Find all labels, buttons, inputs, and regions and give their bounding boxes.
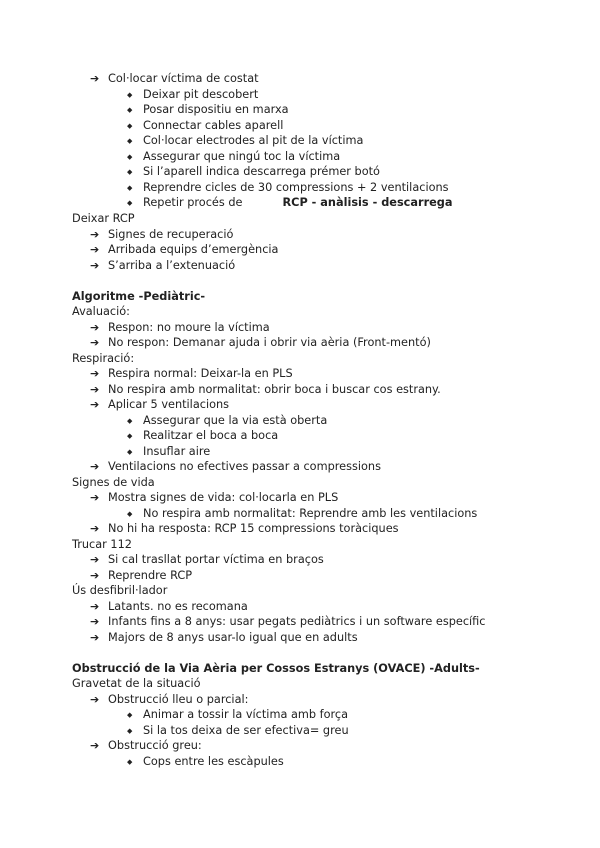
section-heading: Gravetat de la situació [72, 677, 201, 690]
list-item: ◆ Posar dispositiu en marxa [127, 103, 289, 116]
list-item: ➔ Majors de 8 anys usar-lo igual que en adults [90, 631, 358, 644]
list-item: ➔ Mostra signes de vida: col·locarla en PLS [90, 491, 339, 504]
arrow-bullet-icon: ➔ [90, 615, 100, 628]
arrow-bullet-icon: ➔ [90, 460, 100, 473]
section-heading: Avaluació: [72, 305, 130, 318]
list-item: ➔ Col·locar víctima de costat [90, 72, 259, 85]
arrow-bullet-icon: ➔ [90, 259, 100, 272]
diamond-bullet-icon: ◆ [127, 417, 133, 425]
list-item: ◆ Si l’aparell indica descarrega prémer botó [127, 165, 380, 178]
diamond-bullet-icon: ◆ [127, 432, 133, 440]
list-item: ➔ Ventilacions no efectives passar a compressions [90, 460, 381, 473]
diamond-bullet-icon: ◆ [127, 122, 133, 130]
list-item: ➔ Signes de recuperació [90, 228, 234, 241]
arrow-bullet-icon: ➔ [90, 600, 100, 613]
list-item: ◆ Assegurar que ningú toc la víctima [127, 150, 341, 163]
diamond-bullet-icon: ◆ [127, 199, 133, 207]
section-heading: Deixar RCP [72, 212, 135, 225]
list-item: ◆ Connectar cables aparell [127, 119, 284, 132]
list-item: ➔ No respira amb normalitat: obrir boca i buscar cos estrany. [90, 383, 441, 396]
section-title: Algoritme -Pediàtric- [72, 290, 206, 303]
list-item: ◆ Repetir procés de RCP - anàlisis - descarrega [127, 196, 453, 209]
list-item: ◆ Insuflar aire [127, 445, 211, 458]
list-item: ◆ Reprendre cicles de 30 compressions + 2 ventilacions [127, 181, 449, 194]
arrow-bullet-icon: ➔ [90, 569, 100, 582]
list-item: ◆ Realitzar el boca a boca [127, 429, 279, 442]
arrow-bullet-icon: ➔ [90, 739, 100, 752]
section-heading: Signes de vida [72, 476, 155, 489]
section-heading: Ús desfibril·lador [72, 584, 168, 597]
list-item: ➔ Obstrucció lleu o parcial: [90, 693, 249, 706]
arrow-bullet-icon: ➔ [90, 383, 100, 396]
arrow-bullet-icon: ➔ [90, 72, 100, 85]
list-item: ➔ Respon: no moure la víctima [90, 321, 270, 334]
diamond-bullet-icon: ◆ [127, 727, 133, 735]
diamond-bullet-icon: ◆ [127, 137, 133, 145]
diamond-bullet-icon: ◆ [127, 91, 133, 99]
list-item: ➔ Si cal trasllat portar víctima en braços [90, 553, 324, 566]
diamond-bullet-icon: ◆ [127, 448, 133, 456]
diamond-bullet-icon: ◆ [127, 168, 133, 176]
list-item: ◆ Animar a tossir la víctima amb força [127, 708, 349, 721]
arrow-bullet-icon: ➔ [90, 522, 100, 535]
arrow-bullet-icon: ➔ [90, 693, 100, 706]
diamond-bullet-icon: ◆ [127, 153, 133, 161]
list-item: ◆ Deixar pit descobert [127, 88, 259, 101]
arrow-bullet-icon: ➔ [90, 243, 100, 256]
section-heading: Trucar 112 [72, 538, 132, 551]
diamond-bullet-icon: ◆ [127, 711, 133, 719]
diamond-bullet-icon: ◆ [127, 184, 133, 192]
arrow-bullet-icon: ➔ [90, 398, 100, 411]
section-title: Obstrucció de la Via Aèria per Cossos Estranys (OVACE) -Adults- [72, 662, 480, 675]
list-item: ➔ Respira normal: Deixar-la en PLS [90, 367, 293, 380]
list-item: ◆ Cops entre les escàpules [127, 755, 284, 768]
list-item: ➔ No respon: Demanar ajuda i obrir via aèria (Front-mentó) [90, 336, 431, 349]
arrow-bullet-icon: ➔ [90, 228, 100, 241]
list-item: ◆ Col·locar electrodes al pit de la víctima [127, 134, 364, 147]
diamond-bullet-icon: ◆ [127, 510, 133, 518]
list-item: ➔ Arribada equips d’emergència [90, 243, 279, 256]
diamond-bullet-icon: ◆ [127, 758, 133, 766]
arrow-bullet-icon: ➔ [90, 491, 100, 504]
arrow-bullet-icon: ➔ [90, 631, 100, 644]
list-item: ➔ Reprendre RCP [90, 569, 193, 582]
arrow-bullet-icon: ➔ [90, 367, 100, 380]
list-item: ◆ No respira amb normalitat: Reprendre amb les ventilacions [127, 507, 478, 520]
arrow-bullet-icon: ➔ [90, 321, 100, 334]
list-item: ➔ Latants. no es recomana [90, 600, 248, 613]
diamond-bullet-icon: ◆ [127, 106, 133, 114]
arrow-bullet-icon: ➔ [90, 553, 100, 566]
list-item: ◆ Assegurar que la via està oberta [127, 414, 328, 427]
list-item: ➔ Aplicar 5 ventilacions [90, 398, 230, 411]
section-heading: Respiració: [72, 352, 135, 365]
list-item: ➔ Infants fins a 8 anys: usar pegats pediàtrics i un software específic [90, 615, 486, 628]
list-item: ➔ No hi ha resposta: RCP 15 compressions toràciques [90, 522, 399, 535]
list-item: ➔ Obstrucció greu: [90, 739, 202, 752]
list-item: ➔ S’arriba a l’extenuació [90, 259, 236, 272]
list-item: ◆ Si la tos deixa de ser efectiva= greu [127, 724, 349, 737]
arrow-bullet-icon: ➔ [90, 336, 100, 349]
